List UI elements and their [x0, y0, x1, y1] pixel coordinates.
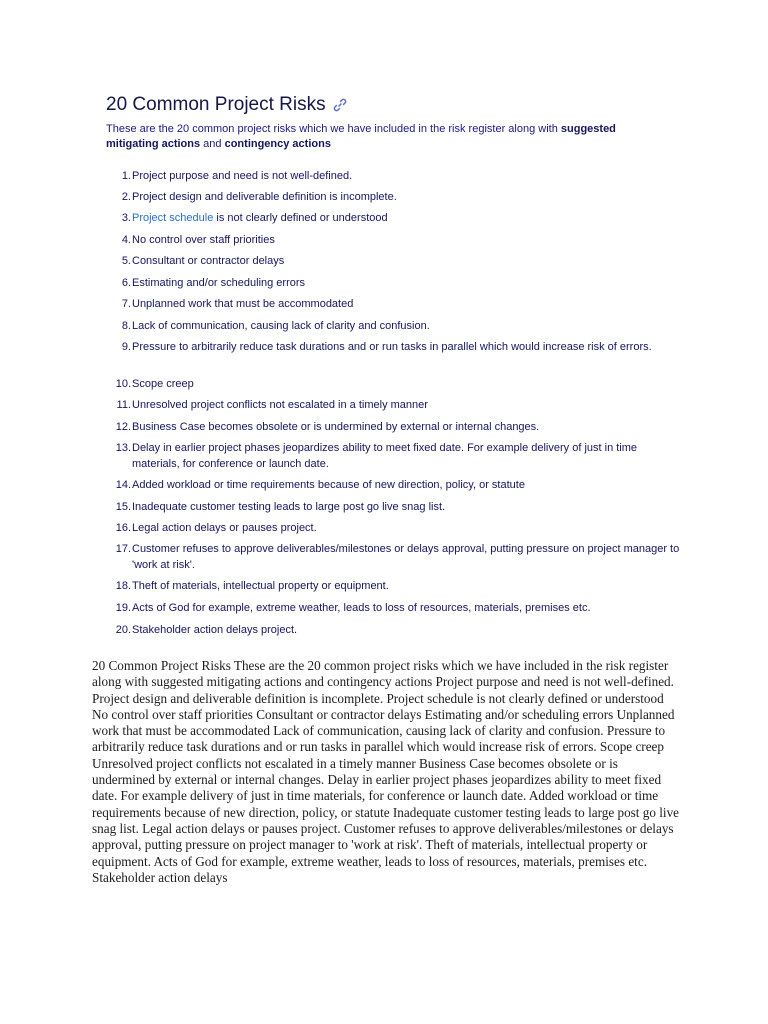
list-item-text: Customer refuses to approve deliverables/milestones or delays approval, putting pressure on project manager to 'work at risk'. [132, 543, 680, 571]
list-item-number: 19. [115, 602, 131, 614]
list-item [106, 499, 686, 515]
list-item [106, 440, 686, 472]
list-item-number: 3. [121, 212, 131, 224]
list-item-text: Unresolved project conflicts not escalated in a timely manner [132, 399, 428, 411]
list-item-text: Theft of materials, intellectual property or equipment. [132, 580, 389, 592]
intro-bold-contingency: contingency actions [224, 138, 331, 150]
link-icon[interactable] [333, 98, 347, 112]
list-item [106, 622, 686, 638]
list-item-text: No control over staff priorities [132, 234, 275, 246]
list-item-number: 5. [121, 255, 131, 267]
list-item-text: Legal action delays or pauses project. [132, 522, 317, 534]
list-item [106, 253, 686, 269]
list-item-text: Project purpose and need is not well-defined. [132, 170, 353, 182]
list-item-text: Unplanned work that must be accommodated [132, 298, 354, 310]
list-item-number: 20. [115, 624, 131, 636]
intro-paragraph [106, 122, 666, 152]
list-item-number: 8. [121, 320, 131, 332]
list-item-text: Business Case becomes obsolete or is undermined by external or internal changes. [132, 421, 540, 433]
list-item-text-wrap [132, 210, 686, 226]
list-item [106, 397, 686, 413]
intro-bold-mitigating: suggested mitigating actions [106, 123, 616, 150]
list-item [106, 578, 686, 594]
list-item [106, 168, 686, 184]
list-item-text: Pressure to arbitrarily reduce task durations and or run tasks in parallel which would increase risk of errors. [132, 341, 652, 353]
list-item-number: 18. [115, 580, 131, 592]
list-item [106, 339, 686, 355]
list-item-text: Stakeholder action delays project. [132, 624, 298, 636]
list-item-text: Acts of God for example, extreme weather, leads to loss of resources, materials, premises etc. [132, 602, 591, 614]
list-item [106, 318, 686, 334]
list-item-number: 9. [121, 341, 131, 353]
list-item [106, 232, 686, 248]
list-item [106, 600, 686, 616]
list-item [106, 419, 686, 435]
list-item [106, 189, 686, 205]
list-item-number: 13. [115, 442, 131, 454]
list-item [106, 520, 686, 536]
list-item [106, 275, 686, 291]
list-item-text: Scope creep [132, 378, 194, 390]
project-schedule-link[interactable]: Project schedule [132, 212, 214, 224]
list-item [106, 210, 686, 226]
extracted-text-paragraph: 20 Common Project Risks These are the 20 common project risks which we have included in the risk register along with suggested mitigating actions and contingency actions Project purpose and need is not well-defined. Project design and deliverable definition is incomplete. Project schedule is not clearly defined or understood No control over staff priorities Consultant or contractor delays Estimating and/or scheduling errors Unplanned work that must be accommodated Lack of communication, causing lack of clarity and confusion. Pressure to arbitrarily reduce task durations and or run tasks in parallel which would increase risk of errors. Scope creep Unresolved project conflicts not escalated in a timely manner Business Case becomes obsolete or is undermined by external or internal changes. Delay in earlier project phases jeopardizes ability to meet fixed date. For example delivery of just in time materials, for conference or launch date. Added workload or time requirements because of new direction, policy, or statute Inadequate customer testing leads to large post go live snag list. Legal action delays or pauses project. Customer refuses to approve deliverables/milestones or delays approval, putting pressure on project manager to 'work at risk'. Theft of materials, intellectual property or equipment. Acts of God for example, extreme weather, leads to loss of resources, materials, premises etc. Stakeholder action delays [92, 658, 680, 885]
list-item-number: 7. [121, 298, 131, 310]
list-item-number: 17. [115, 543, 131, 555]
list-item [106, 296, 686, 312]
list-item-number: 14. [115, 479, 131, 491]
list-item-text: Inadequate customer testing leads to large post go live snag list. [132, 501, 446, 513]
page-title: 20 Common Project Risks [106, 94, 326, 115]
list-item-number: 2. [121, 191, 131, 203]
list-item-number: 6. [121, 277, 131, 289]
list-item-text: Consultant or contractor delays [132, 255, 285, 267]
list-item-text: is not clearly defined or understood [213, 212, 388, 224]
list-item-text: Estimating and/or scheduling errors [132, 277, 306, 289]
list-item-number: 12. [115, 421, 131, 433]
list-item-text: Project design and deliverable definition is incomplete. [132, 191, 397, 203]
list-item [106, 477, 686, 493]
page-heading [106, 94, 347, 116]
list-item-text: Delay in earlier project phases jeopardizes ability to meet fixed date. For example delivery of just in time materials, for conference or launch date. [132, 442, 638, 470]
list-item [106, 541, 686, 573]
list-item-text: Lack of communication, causing lack of clarity and confusion. [132, 320, 430, 332]
intro-lead: These are the 20 common project risks which we have included in the risk register along with [106, 123, 561, 135]
list-item-number: 16. [115, 522, 131, 534]
list-item-number: 10. [115, 378, 131, 390]
list-item-number: 4. [121, 234, 131, 246]
intro-mid: and [200, 138, 225, 150]
list-item-text: Added workload or time requirements because of new direction, policy, or statute [132, 479, 525, 491]
list-item [106, 376, 686, 392]
list-item-number: 1. [121, 170, 131, 182]
list-item-number: 11. [116, 399, 131, 411]
list-item-number: 15. [115, 501, 131, 513]
